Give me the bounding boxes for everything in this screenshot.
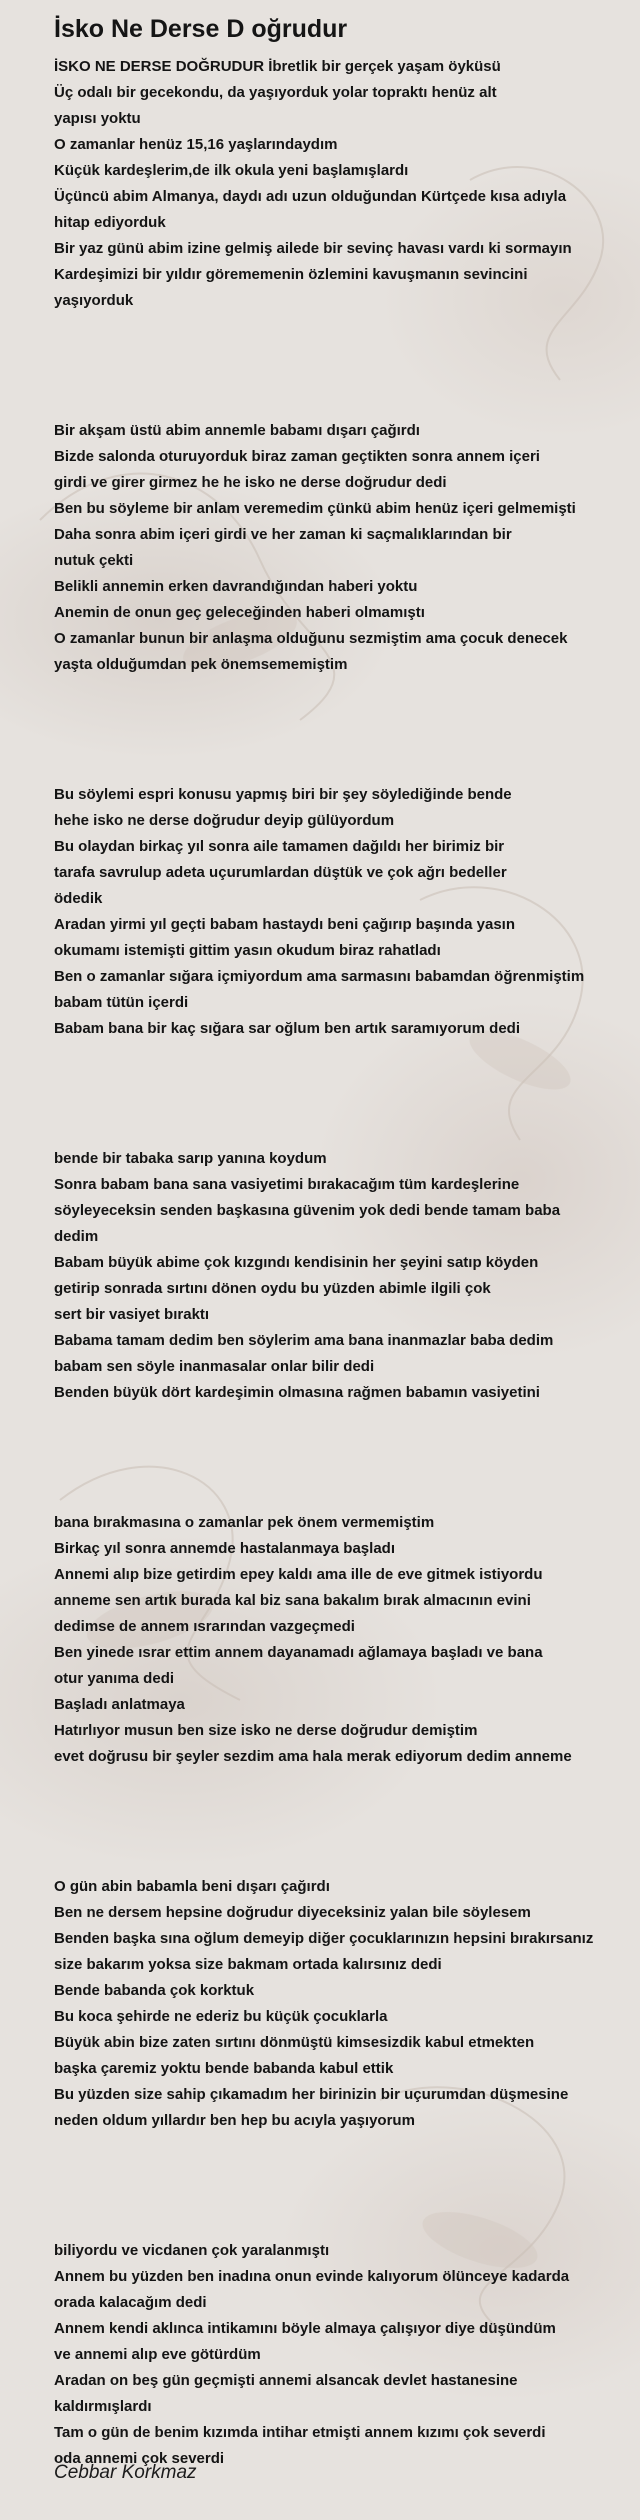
- poem-line: orada kalacağım dedi: [54, 2294, 207, 2311]
- poem-line: Annem bu yüzden ben inadına onun evinde kalıyorum ölünceye kadarda: [54, 2268, 570, 2285]
- poem-line: Ben o zamanlar sığara içmiyordum ama sarmasını babamdan öğrenmiştim: [54, 968, 585, 985]
- stanza: [54, 418, 632, 678]
- poem-line: Belikli annemin erken davrandığından haberi yoktu: [54, 578, 418, 595]
- poem-line: Benden başka sına oğlum demeyip diğer çocuklarınızın hepsini bırakırsanız: [54, 1930, 594, 1947]
- poem-line: Babama tamam dedim ben söylerim ama bana inanmazlar baba dedim: [54, 1332, 554, 1349]
- poem-line: Bu olaydan birkaç yıl sonra aile tamamen dağıldı her birimiz bir: [54, 838, 505, 855]
- poem-line: size bakarım yoksa size bakmam ortada kalırsınız dedi: [54, 1956, 442, 1973]
- poem-line: okumamı istemişti gittim yasın okudum biraz rahatladı: [54, 942, 441, 959]
- poem-line: Bu koca şehirde ne ederiz bu küçük çocuklarla: [54, 2008, 388, 2025]
- poem-line: başka çaremiz yoktu bende babanda kabul ettik: [54, 2060, 394, 2077]
- poem-line: bana bırakmasına o zamanlar pek önem vermemiştim: [54, 1514, 435, 1531]
- poem-line: Aradan yirmi yıl geçti babam hastaydı beni çağırıp başında yasın: [54, 916, 515, 933]
- poem-line: Aradan on beş gün geçmişti annemi alsancak devlet hastanesine: [54, 2372, 518, 2389]
- poem-line: Anemin de onun geç geleceğinden haberi olmamıştı: [54, 604, 425, 621]
- poem-line: yaşta olduğumdan pek önemsememiştim: [54, 656, 348, 673]
- poem-line: oda annemi çok severdi: [54, 2450, 225, 2467]
- poem-line: Tam o gün de benim kızımda intihar etmişti annem kızımı çok severdi: [54, 2424, 546, 2441]
- poem-line: babam tütün içerdi: [54, 994, 189, 1011]
- stanza-gap: [54, 678, 632, 782]
- poem-line: evet doğrusu bir şeyler sezdim ama hala merak ediyorum dedim anneme: [54, 1748, 572, 1765]
- poem-line: Ben ne dersem hepsine doğrudur diyeceksiniz yalan bile söylesem: [54, 1904, 531, 1921]
- poem-line: Küçük kardeşlerim,de ilk okula yeni başlamışlardı: [54, 162, 409, 179]
- poem-line: hitap ediyorduk: [54, 214, 166, 231]
- poem-line: Üç odalı bir gecekondu, da yaşıyorduk yolar topraktı henüz alt: [54, 84, 497, 101]
- poem-line: dedimse de annem ısrarından vazgeçmedi: [54, 1618, 355, 1635]
- poem-line: Bende babanda çok korktuk: [54, 1982, 255, 1999]
- poem-title: İsko Ne Derse D oğrudur: [54, 15, 348, 43]
- poem-line: babam sen söyle inanmasalar onlar bilir dedi: [54, 1358, 375, 1375]
- poem-line: İSKO NE DERSE DOĞRUDUR İbretlik bir gerçek yaşam öyküsü: [54, 58, 501, 75]
- poem-line: anneme sen artık burada kal biz sana bakalım bırak almacının evini: [54, 1592, 531, 1609]
- stanza-gap: [54, 314, 632, 418]
- poem-body: [54, 54, 632, 2472]
- poem-line: Bir yaz günü abim izine gelmiş ailede bir sevinç havası vardı ki sormayın: [54, 240, 572, 257]
- poem-line: O zamanlar henüz 15,16 yaşlarındaydım: [54, 136, 338, 153]
- poem-line: biliyordu ve vicdanen çok yaralanmıştı: [54, 2242, 330, 2259]
- poem-line: Babam büyük abime çok kızgındı kendisinin her şeyini satıp köyden: [54, 1254, 539, 1271]
- poem-line: nutuk çekti: [54, 552, 134, 569]
- poem-line: Bu söylemi espri konusu yapmış biri bir şey söylediğinde bende: [54, 786, 512, 803]
- poem-line: Bir akşam üstü abim annemle babamı dışarı çağırdı: [54, 422, 420, 439]
- poem-line: Başladı anlatmaya: [54, 1696, 185, 1713]
- poem-line: sert bir vasiyet bıraktı: [54, 1306, 210, 1323]
- poem-line: yapısı yoktu: [54, 110, 141, 127]
- stanza-gap: [54, 1770, 632, 1874]
- poem-line: Sonra babam bana sana vasiyetimi bırakacağım tüm kardeşlerine: [54, 1176, 520, 1193]
- poem-line: Annemi alıp bize getirdim epey kaldı ama ille de eve gitmek istiyordu: [54, 1566, 543, 1583]
- poem-line: girdi ve girer girmez he he isko ne derse doğrudur dedi: [54, 474, 447, 491]
- poem-line: otur yanıma dedi: [54, 1670, 175, 1687]
- stanza: [54, 1146, 632, 1406]
- poem-line: tarafa savrulup adeta uçurumlardan düştük ve çok ağrı bedeller: [54, 864, 507, 881]
- poem-line: yaşıyorduk: [54, 292, 134, 309]
- poem-line: Üçüncü abim Almanya, daydı adı uzun olduğundan Kürtçede kısa adıyla: [54, 188, 567, 205]
- poem-line: hehe isko ne derse doğrudur deyip gülüyordum: [54, 812, 395, 829]
- author-signature: Cebbar Korkmaz: [54, 2462, 197, 2483]
- poem-line: O zamanlar bunun bir anlaşma olduğunu sezmiştim ama çocuk denecek: [54, 630, 568, 647]
- stanza: [54, 1510, 632, 1770]
- stanza: [54, 2238, 632, 2472]
- stanza-gap: [54, 1042, 632, 1146]
- poem-line: Büyük abin bize zaten sırtını dönmüştü kimsesizdik kabul etmekten: [54, 2034, 535, 2051]
- poem-line: Ben yinede ısrar ettim annem dayanamadı ağlamaya başladı ve bana: [54, 1644, 543, 1661]
- poem-line: neden oldum yıllardır ben hep bu acıyla yaşıyorum: [54, 2112, 415, 2129]
- poem-line: Kardeşimizi bir yıldır görememenin özlemini kavuşmanın sevincini: [54, 266, 528, 283]
- stanza: [54, 54, 632, 314]
- poem-line: Birkaç yıl sonra annemde hastalanmaya başladı: [54, 1540, 395, 1557]
- poem-line: Ben bu söyleme bir anlam veremedim çünkü abim henüz içeri gelmemişti: [54, 500, 576, 517]
- poem-line: kaldırmışlardı: [54, 2398, 152, 2415]
- poem-line: Daha sonra abim içeri girdi ve her zaman ki saçmalıklarından bir: [54, 526, 512, 543]
- stanza-gap: [54, 1406, 632, 1510]
- stanza: [54, 1874, 632, 2134]
- poem-line: Babam bana bir kaç sığara sar oğlum ben artık saramıyorum dedi: [54, 1020, 521, 1037]
- stanza-gap: [54, 2134, 632, 2238]
- poem-line: Bu yüzden size sahip çıkamadım her birinizin bir uçurumdan düşmesine: [54, 2086, 569, 2103]
- poem-line: bende bir tabaka sarıp yanına koydum: [54, 1150, 327, 1167]
- poem-line: ödedik: [54, 890, 103, 907]
- poem-line: O gün abin babamla beni dışarı çağırdı: [54, 1878, 330, 1895]
- poem-line: söyleyeceksin senden başkasına güvenim yok dedi bende tamam baba: [54, 1202, 561, 1219]
- poem-line: Bizde salonda oturuyorduk biraz zaman geçtikten sonra annem içeri: [54, 448, 540, 465]
- poem-line: dedim: [54, 1228, 99, 1245]
- poem-line: getirip sonrada sırtını dönen oydu bu yüzden abimle ilgili çok: [54, 1280, 491, 1297]
- stanza: [54, 782, 632, 1042]
- poem-line: Hatırlıyor musun ben size isko ne derse doğrudur demiştim: [54, 1722, 478, 1739]
- poem-line: Annem kendi aklınca intikamını böyle almaya çalışıyor diye düşündüm: [54, 2320, 556, 2337]
- poem-line: Benden büyük dört kardeşimin olmasına rağmen babamın vasiyetini: [54, 1384, 540, 1401]
- poem-line: ve annemi alıp eve götürdüm: [54, 2346, 261, 2363]
